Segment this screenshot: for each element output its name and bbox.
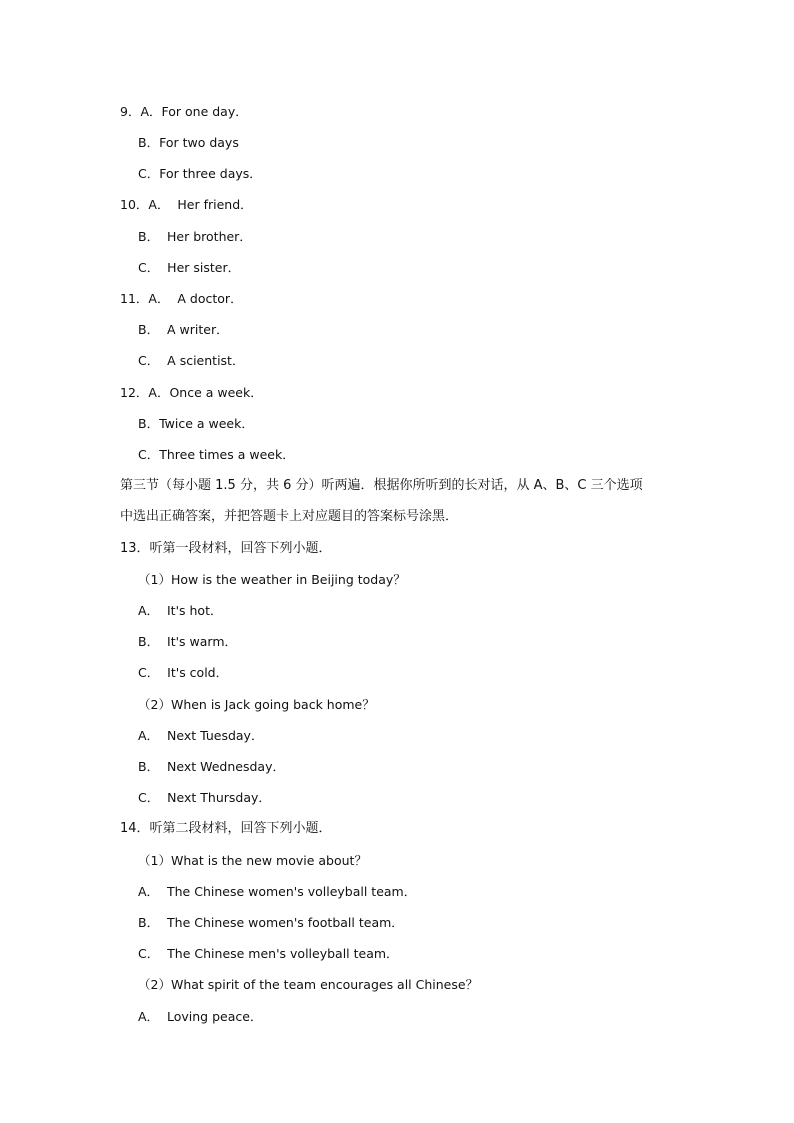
q10-option-a: 10．A． Her friend． — [120, 197, 253, 212]
q14-sub1-question: （1）What is the new movie about？ — [138, 853, 367, 868]
q12-option-c: C．Three times a week． — [138, 447, 295, 462]
q13-sub1-option-b: B． It's warm． — [138, 634, 238, 649]
q11-option-a: 11．A． A doctor． — [120, 291, 243, 306]
q13-sub1-question: （1）How is the weather in Beijing today？ — [138, 572, 406, 587]
q9-option-a: 9．A．For one day． — [120, 104, 248, 119]
q9-option-b: B．For two days — [138, 135, 239, 150]
q14-sub1-option-b: B． The Chinese women's football team． — [138, 915, 404, 930]
q12-option-b: B．Twice a week． — [138, 416, 254, 431]
q12-option-a: 12．A．Once a week． — [120, 385, 263, 400]
q14-sub2-option-a: A． Loving peace． — [138, 1009, 263, 1024]
q13-heading: 13．听第一段材料，回答下列小题． — [120, 541, 332, 556]
q13-sub1-option-a: A． It's hot． — [138, 603, 223, 618]
q11-option-c: C． A scientist． — [138, 353, 245, 368]
q13-sub2-option-b: B． Next Wednesday． — [138, 759, 285, 774]
q14-sub2-question: （2）What spirit of the team encourages all Chinese？ — [138, 977, 479, 992]
q13-sub2-option-a: A． Next Tuesday． — [138, 728, 264, 743]
q13-sub2-option-c: C． Next Thursday． — [138, 790, 271, 805]
q13-sub2-question: （2）When is Jack going back home？ — [138, 697, 375, 712]
q9-option-c: C．For three days． — [138, 166, 262, 181]
q10-option-b: B． Her brother． — [138, 229, 252, 244]
q14-heading: 14．听第二段材料，回答下列小题． — [120, 821, 332, 836]
q11-option-b: B． A writer． — [138, 322, 229, 337]
q14-sub1-option-c: C． The Chinese men's volleyball team． — [138, 946, 399, 961]
q14-sub1-option-a: A． The Chinese women's volleyball team． — [138, 884, 417, 899]
section-instruction-line-1: 第三节（每小题 1.5 分，共 6 分）听两遍．根据你所听到的长对话，从 A、B、C 三个选项 — [120, 478, 643, 493]
q10-option-c: C． Her sister． — [138, 260, 241, 275]
q13-sub1-option-c: C． It's cold． — [138, 665, 229, 680]
section-instruction-line-2: 中选出正确答案，并把答题卡上对应题目的答案标号涂黑． — [120, 509, 459, 524]
